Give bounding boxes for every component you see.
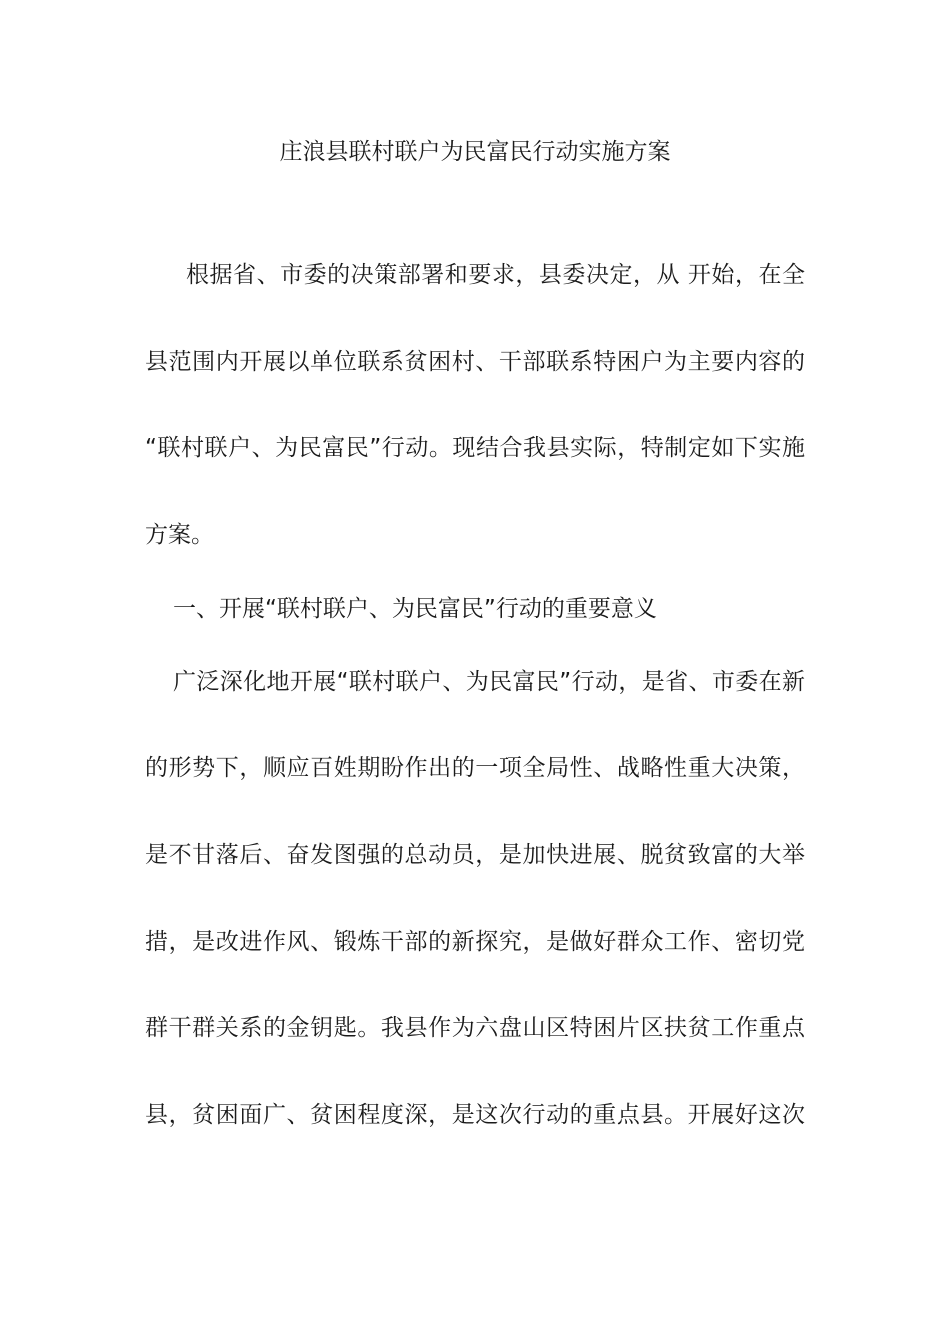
paragraph-line: 群干群关系的金钥匙。我县作为六盘山区特困片区扶贫工作重点	[145, 1015, 805, 1041]
paragraph-line: 县范围内开展以单位联系贫困村、干部联系特困户为主要内容的	[145, 349, 805, 375]
paragraph-line: 是不甘落后、奋发图强的总动员，是加快进展、脱贫致富的大举	[145, 842, 805, 868]
paragraph-line: 根据省、市委的决策部署和要求，县委决定，从 开始，在全	[186, 262, 805, 288]
paragraph-line: “联村联户、为民富民”行动。现结合我县实际，特制定如下实施	[145, 435, 805, 461]
paragraph-line: 的形势下，顺应百姓期盼作出的一项全局性、战略性重大决策，	[145, 755, 805, 781]
document-title: 庄浪县联村联户为民富民行动实施方案	[279, 139, 671, 165]
paragraph-line: 方案。	[145, 522, 214, 548]
paragraph-line: 县，贫困面广、贫困程度深，是这次行动的重点县。开展好这次	[145, 1102, 805, 1128]
paragraph-line: 广泛深化地开展“联村联户、为民富民”行动，是省、市委在新	[173, 669, 805, 695]
paragraph-line: 措，是改进作风、锻炼干部的新探究，是做好群众工作、密切党	[145, 929, 805, 955]
section-heading: 一、开展“联村联户、为民富民”行动的重要意义	[173, 596, 657, 622]
